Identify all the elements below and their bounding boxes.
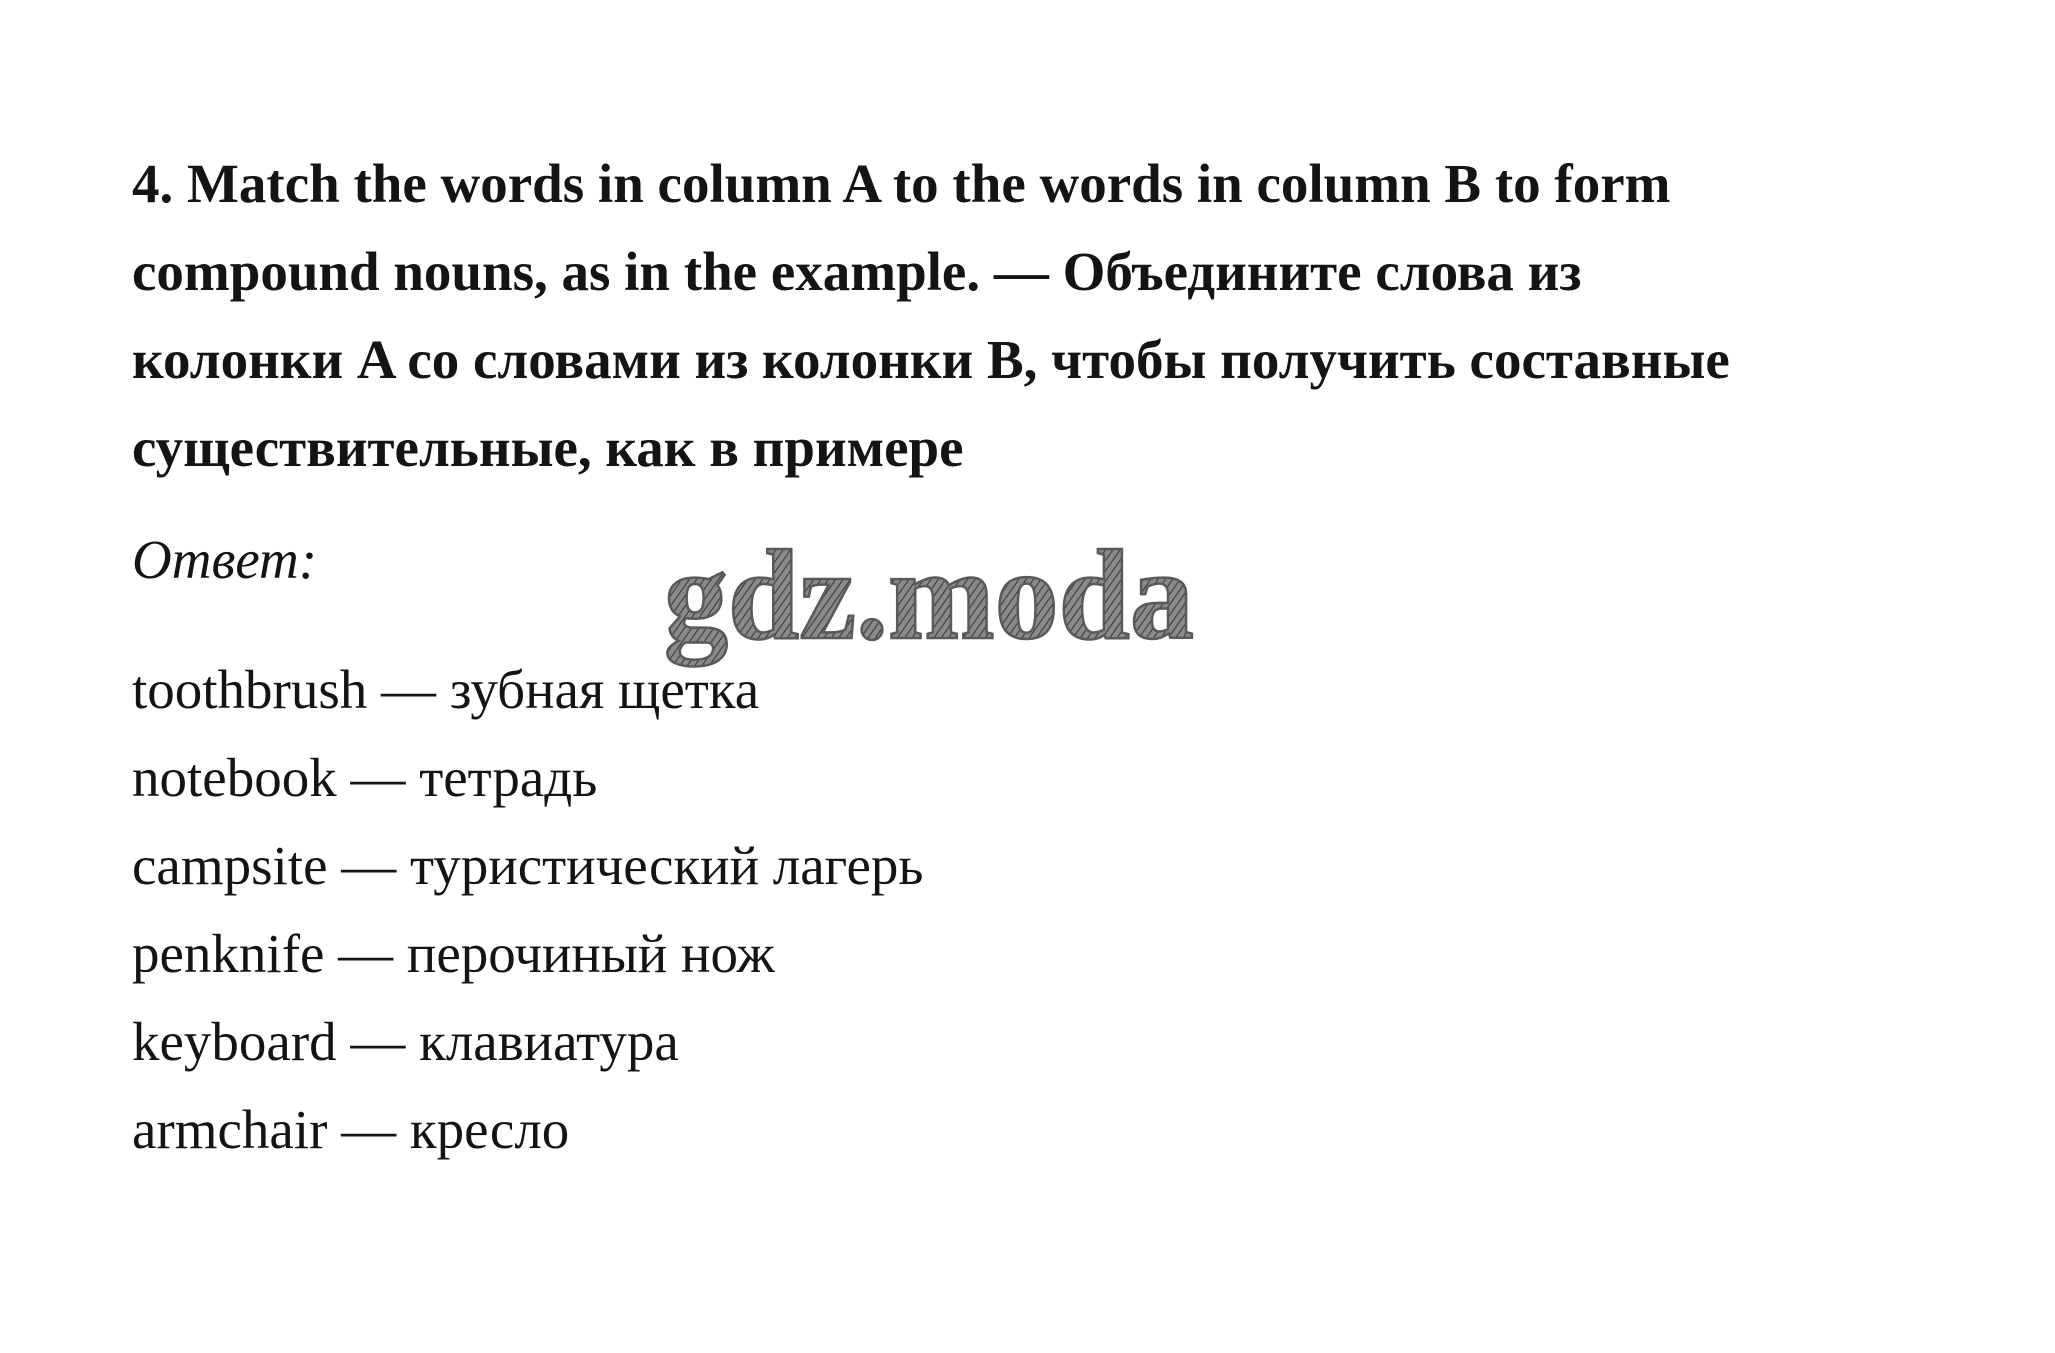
watermark-logo [660, 526, 1250, 686]
task-heading [132, 140, 1912, 492]
answer-item: toothbrush — зубная щетка [132, 659, 760, 720]
answer-item: campsite — туристический лагерь [132, 835, 924, 896]
answer-item: notebook — тетрадь [132, 747, 598, 808]
answer-item: penknife — перочиный нож [132, 923, 775, 984]
task-heading-line-2: compound nouns, as in the example. — Объедините слова из [132, 241, 1582, 302]
task-heading-line-3: колонки A со словами из колонки B, чтобы получить составные [132, 329, 1730, 390]
task-heading-line-1: 4. Match the words in column A to the words in column B to form [132, 153, 1671, 214]
watermark-text: gdz.moda [664, 526, 1194, 666]
answer-label: Ответ: [132, 529, 318, 590]
answer-list [132, 646, 923, 1174]
answer-item: armchair — кресло [132, 1099, 570, 1160]
answer-item: keyboard — клавиатура [132, 1011, 679, 1072]
task-heading-line-4: существительные, как в примере [132, 417, 964, 478]
